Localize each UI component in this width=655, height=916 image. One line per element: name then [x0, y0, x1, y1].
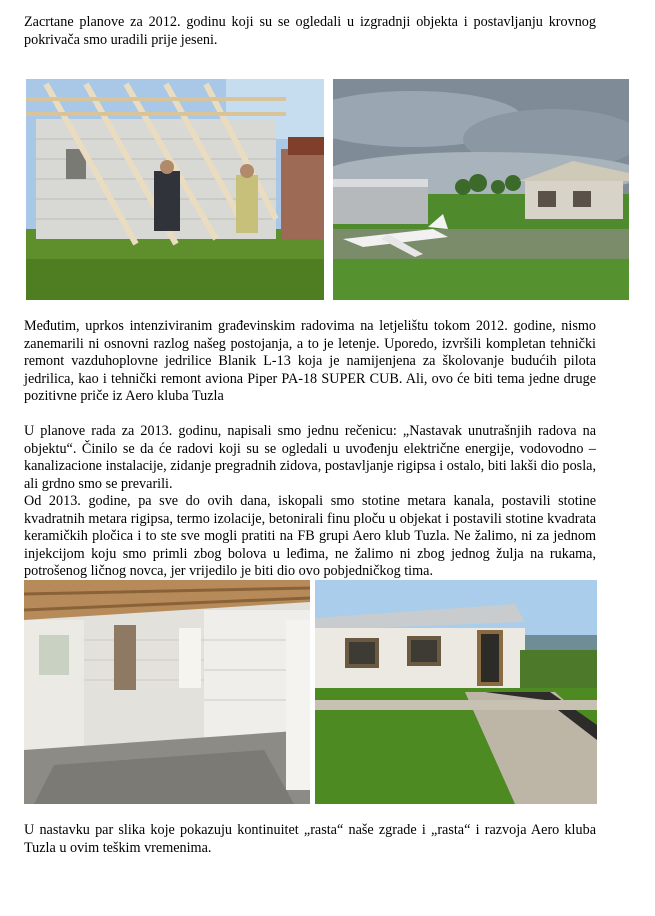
- photo-glider-airfield: [333, 79, 629, 300]
- photo-roof-construction: [26, 79, 324, 300]
- paragraph-flying-activity: Međutim, uprkos intenziviranim građevinskim radovima na letjelištu tokom 2012. godine, nismo zanemarili ni osnovni razlog našeg postojanja, a to je letenje. Uporedo, izvršili kompletan tehnički remont vazduhoplovne jedrilice Blanik L-13 koja je namijenjena za školovanje budućih pilota jedrilica, kao i tehnički remont aviona Piper PA-18 SUPER CUB. Ali, ovo će biti tema jedne druge pozitivne priče iz Aero kluba Tuzla: [24, 318, 596, 405]
- photo-finished-building: [315, 580, 597, 804]
- paragraph-continuation: U nastavku par slika koje pokazuju kontinuitet „rasta“ naše zgrade i „rasta“ i razvoja Aero kluba Tuzla u ovim teškim vremenima.: [24, 822, 596, 856]
- photo-interior-concrete-floor: [24, 580, 310, 804]
- paragraph-works-progress: Od 2013. godine, pa sve do ovih dana, iskopali smo stotine metara kanala, postavili stotine kvadratnih metara rigipsa, termo izolacije, betonirali finu ploču u objekat i postavili stotine kvadrata keramičkih pločica i to ste sve mogli pratiti na FB grupi Aero klub Tuzla. Ne žalimo, ni za jednom injekcijom koju smo primli zbog bolova u leđima, ne žalimo ni zbog jednog žulja na rukama, potrošenog ličnog novca, jer vrijedilo je biti dio ovo pobjedničkog tima.: [24, 493, 596, 580]
- paragraph-plans-2013: U planove rada za 2013. godinu, napisali smo jednu rečenicu: „Nastavak unutrašnjih radova na objektu“. Činilo se da će radovi koji su se ogledali u uvođenju električne energije, vodovodno – kanalizacione instalacije, zidanje pregradnih zidova, postavljanje rigipsa i ostalo, biti lakši dio posla, ali grdno smo se prevarili.: [24, 423, 596, 492]
- paragraph-intro: Zacrtane planove za 2012. godinu koji su se ogledali u izgradnji objekta i postavljanju krovnog pokrivača smo uradili prije jeseni.: [24, 14, 596, 48]
